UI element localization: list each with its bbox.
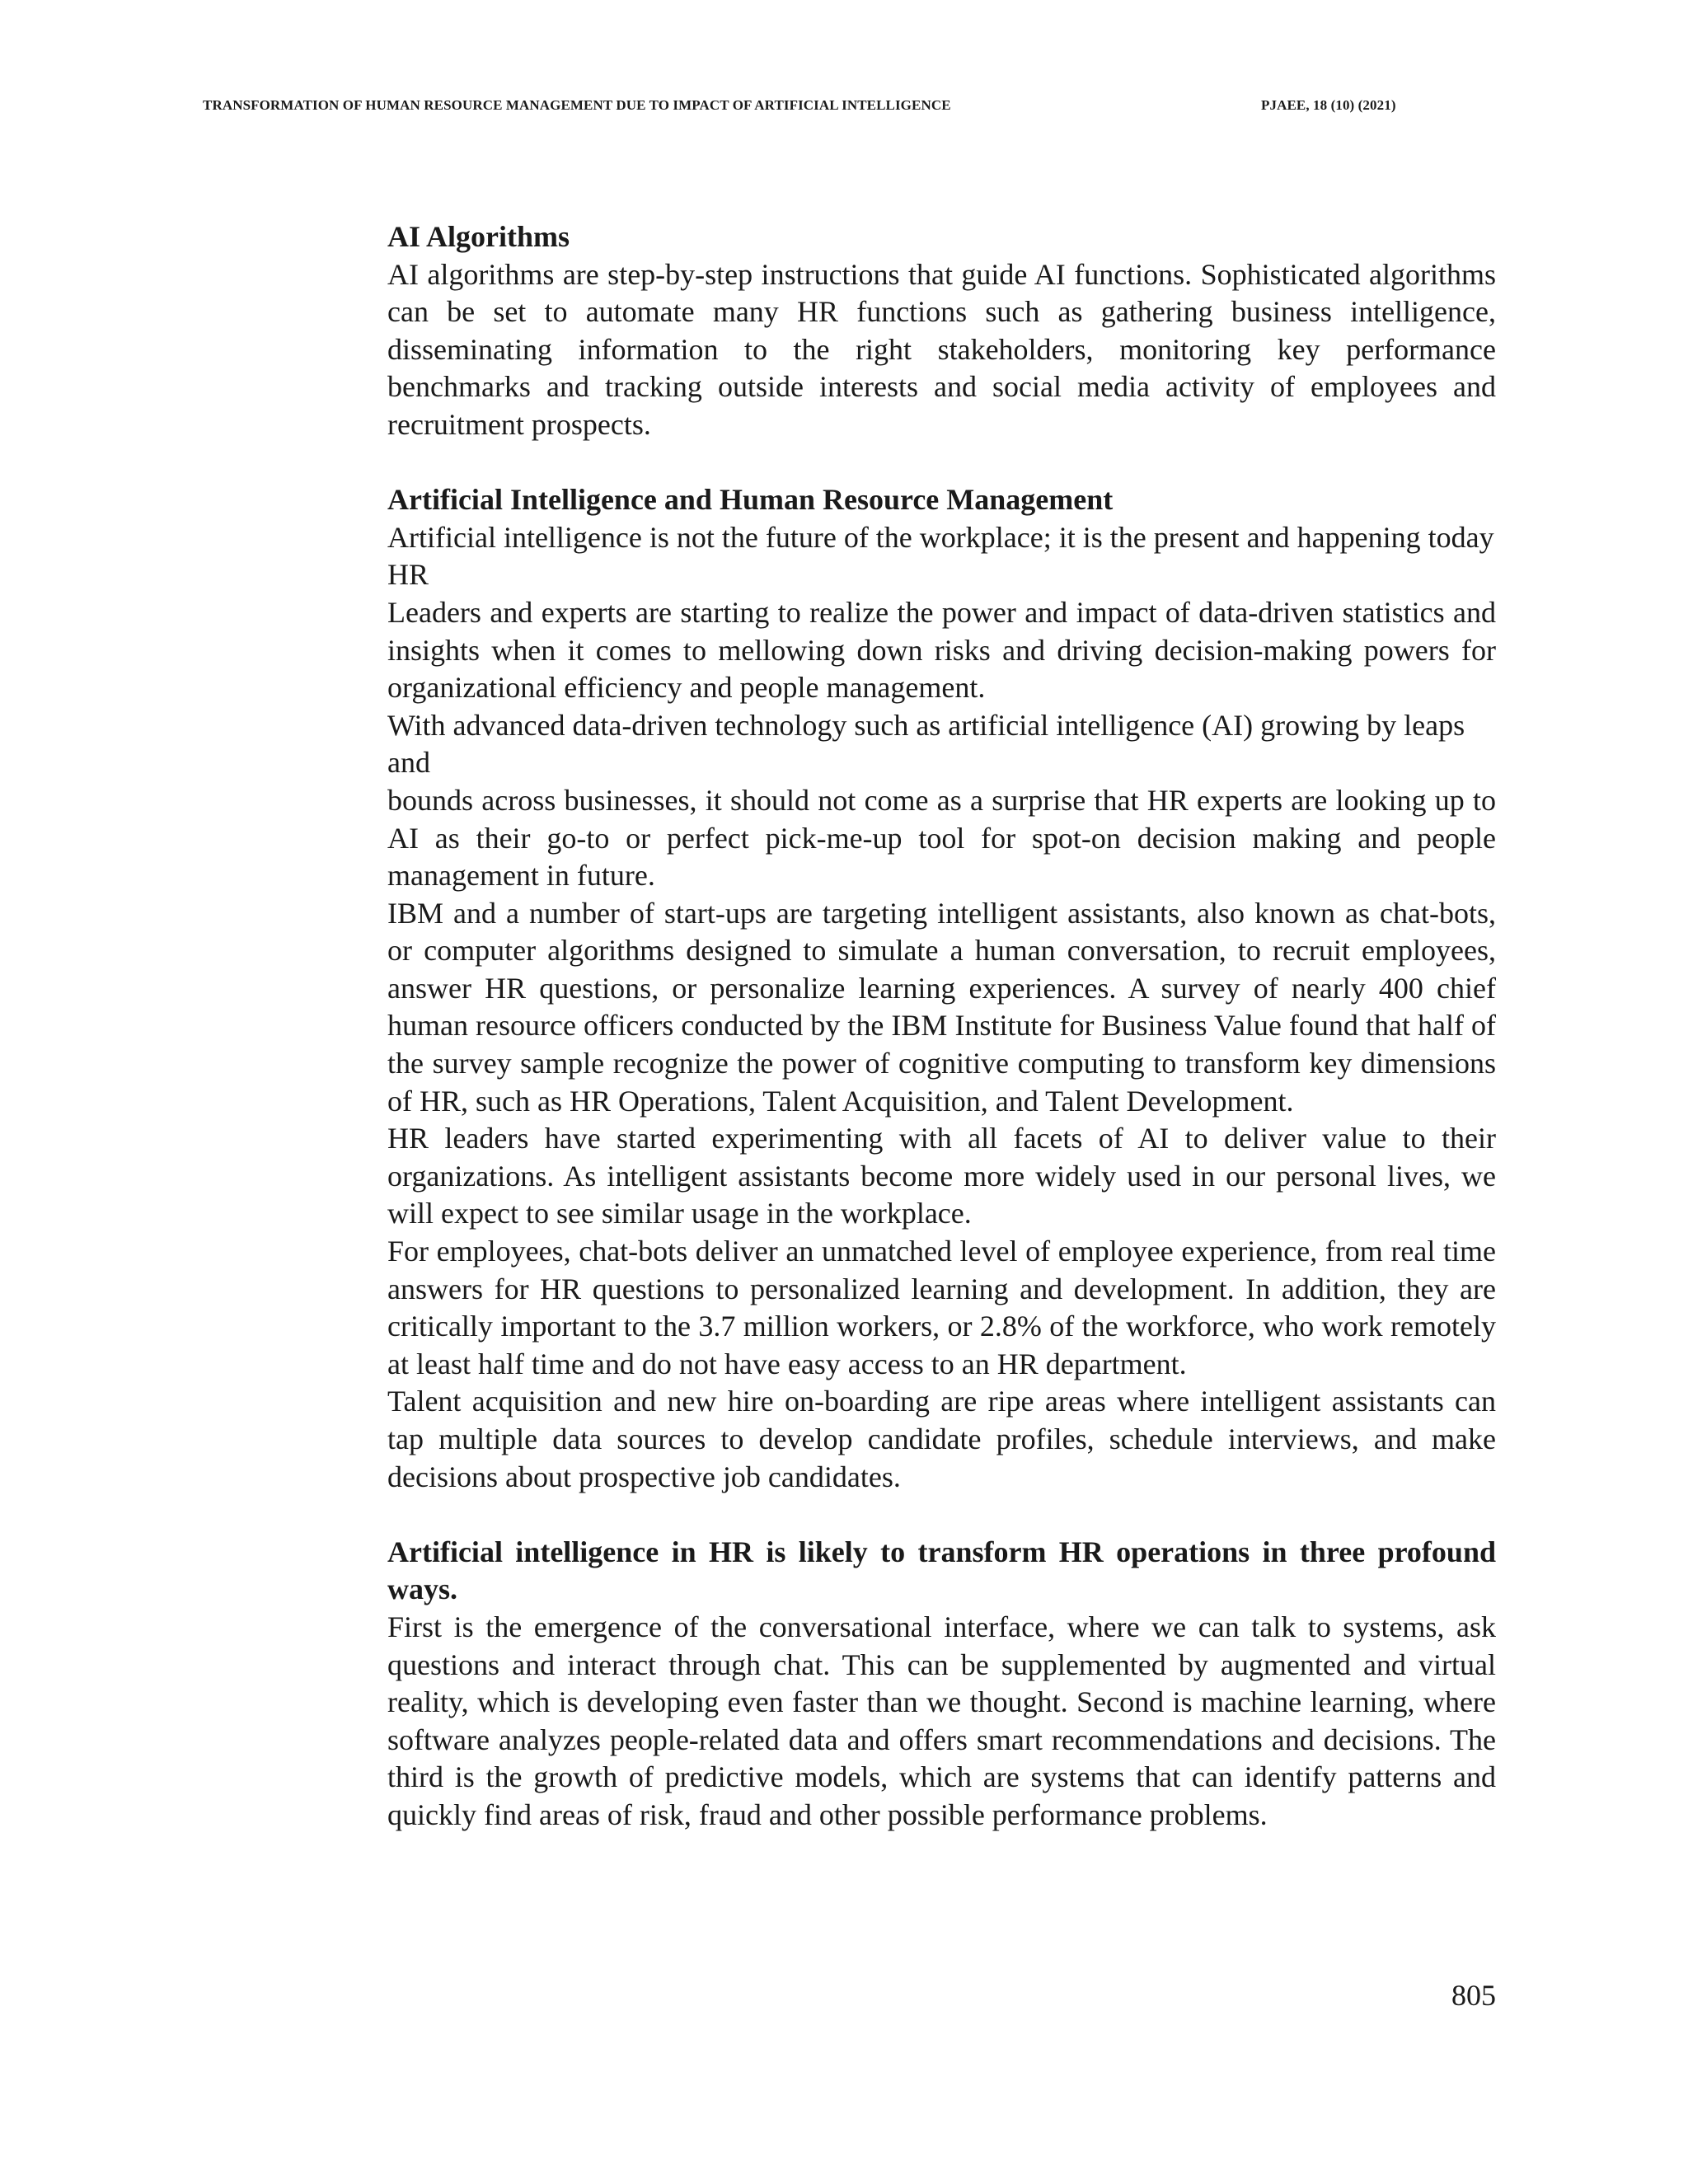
paragraph: bounds across businesses, it should not come as a surprise that HR experts are looking up to AI as their go-to or perfect pick-me-up tool for spot-on decision making and people management in future. — [387, 783, 1496, 893]
paragraph: For employees, chat-bots deliver an unmatched level of employee experience, from real time answers for HR questions to personalized learning and development. In addition, they are critically important to the 3.7 million workers, or 2.8% of the workforce, who work remotely at least half time and do not have easy access to an HR department. — [387, 1235, 1496, 1380]
paragraph: Talent acquisition and new hire on-boarding are ripe areas where intelligent assistants can tap multiple data sources to develop candidate profiles, schedule interviews, and make decisions about prospective job candidates. — [387, 1385, 1496, 1493]
page-number: 805 — [1451, 1979, 1496, 2012]
paragraph: Leaders and experts are starting to realize the power and impact of data-driven statistics and insights when it comes to mellowing down risks and driving decision-making powers for organizational efficiency and people management. — [387, 595, 1496, 705]
paragraph: First is the emergence of the conversational interface, where we can talk to systems, ask questions and interact through chat. This can be supplemented by augmented and virtual reality, which is developing even faster than we thought. Second is machine learning, where software analyzes people-related data and offers smart recommendations and decisions. The third is the growth of predictive models, which are systems that can identify patterns and quickly find areas of risk, fraud and other possible performance problems. — [387, 1610, 1496, 1831]
section-heading-ai-algorithms: AI Algorithms — [387, 220, 570, 253]
paragraph: Artificial intelligence is not the future of the workplace; it is the present and happening today HR — [387, 520, 1494, 592]
section-gap — [387, 444, 1496, 482]
section-gap — [387, 1496, 1496, 1534]
journal-reference: PJAEE, 18 (10) (2021) — [1261, 97, 1396, 113]
section-heading-ai-and-hrm: Artificial Intelligence and Human Resource Management — [387, 483, 1114, 517]
running-title: TRANSFORMATION OF HUMAN RESOURCE MANAGEMENT DUE TO IMPACT OF ARTIFICIAL INTELLIGENCE — [203, 97, 951, 113]
section-heading-three-ways: Artificial intelligence in HR is likely to transform HR operations in three profound ways. — [387, 1535, 1496, 1606]
paragraph: HR leaders have started experimenting with all facets of AI to deliver value to their organizations. As intelligent assistants become more widely used in our personal lives, we will expect to see similar usage in the workplace. — [387, 1122, 1496, 1230]
article-body — [387, 218, 1496, 1835]
paragraph: AI algorithms are step-by-step instructions that guide AI functions. Sophisticated algorithms can be set to automate many HR functions such as gathering business intelligence, disseminating information to the right stakeholders, monitoring key performance benchmarks and tracking outside interests and social media activity of employees and recruitment prospects. — [387, 257, 1496, 441]
paragraph: With advanced data-driven technology such as artificial intelligence (AI) growing by leaps and — [387, 708, 1465, 780]
paragraph: IBM and a number of start-ups are targeting intelligent assistants, also known as chat-bots, or computer algorithms designed to simulate a human conversation, to recruit employees, answer HR questions, or personalize learning experiences. A survey of nearly 400 chief human resource officers conducted by the IBM Institute for Business Value found that half of the survey sample recognize the power of cognitive computing to transform key dimensions of HR, such as HR Operations, Talent Acquisition, and Talent Development. — [387, 896, 1496, 1118]
